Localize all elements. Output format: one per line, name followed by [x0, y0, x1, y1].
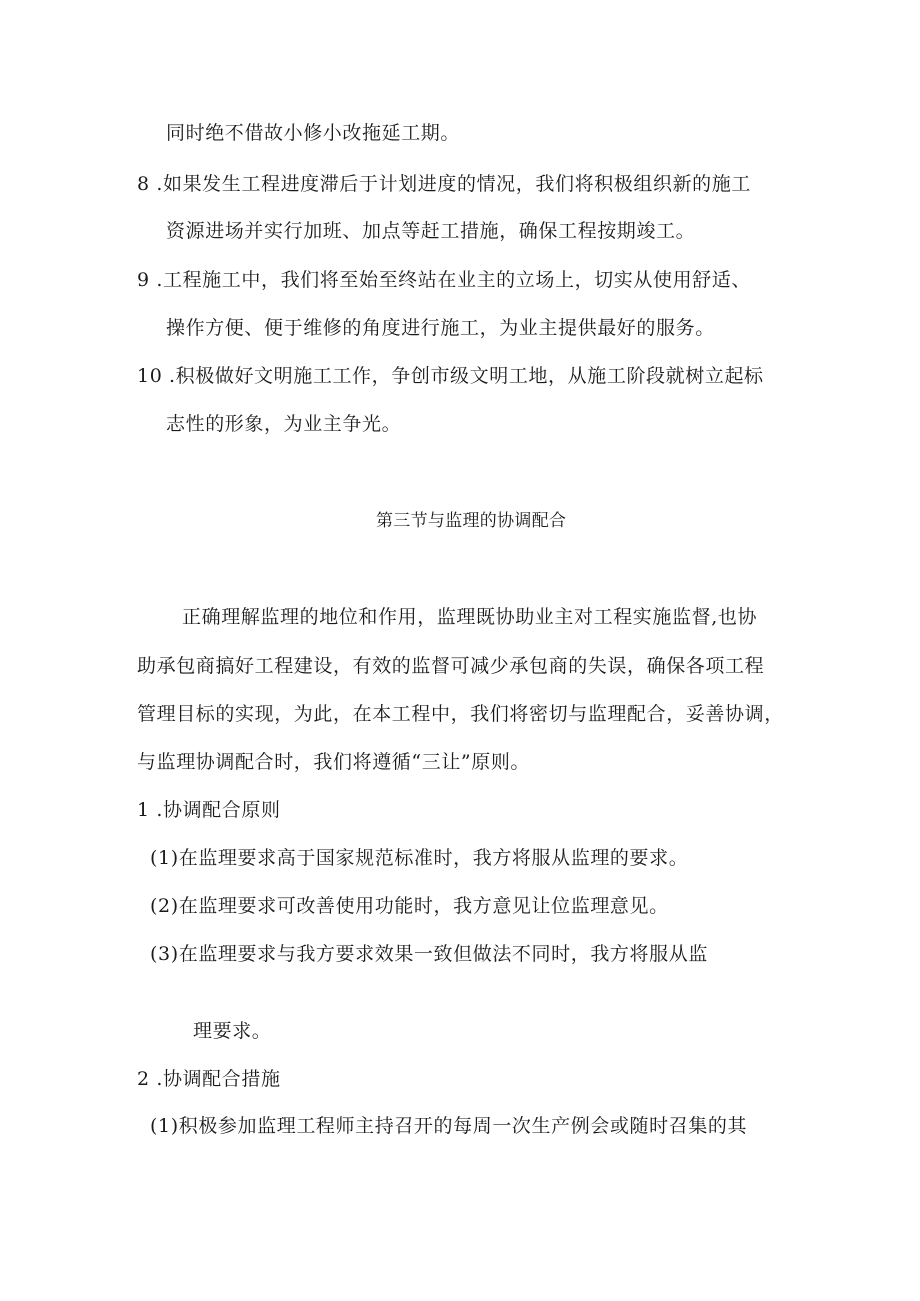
principle-item: (2)在监理要求可改善使用功能时，我方意见让位监理意见。 — [150, 895, 669, 917]
intro-line: 管理目标的实现，为此，在本工程中，我们将密切与监理配合，妥善协调， — [137, 703, 784, 725]
principle-item: (3)在监理要求与我方要求效果一致但做法不同时，我方将服从监 — [150, 943, 708, 965]
measure-item: (1)积极参加监理工程师主持召开的每周一次生产例会或随时召集的其 — [150, 1115, 748, 1137]
principle-item-continued: 理要求。 — [193, 1020, 272, 1042]
measures-heading: 2 .协调配合措施 — [137, 1068, 281, 1090]
intro-line: 正确理解监理的地位和作用，监理既协助业主对工程实施监督,也协 — [182, 606, 758, 628]
principle-item: (1)在监理要求高于国家规范标准时，我方将服从监理的要求。 — [150, 847, 689, 869]
list-item-8: 8 .如果发生工程进度滞后于计划进度的情况，我们将积极组织新的施工 — [137, 173, 751, 195]
list-item-10: 10 .积极做好文明施工工作，争创市级文明工地，从施工阶段就树立起标 — [137, 365, 764, 387]
list-item-8-continued: 资源进场并实行加班、加点等赶工措施，确保工程按期竣工。 — [166, 220, 696, 242]
paragraph-line: 同时绝不借故小修小改拖延工期。 — [166, 122, 461, 144]
list-item-10-continued: 志性的形象，为业主争光。 — [166, 413, 402, 435]
section-title: 第三节与监理的协调配合 — [376, 511, 567, 531]
list-item-9-continued: 操作方便、便于维修的角度进行施工，为业主提供最好的服务。 — [166, 317, 715, 339]
intro-line: 与监理协调配合时，我们将遵循“三让”原则。 — [137, 751, 531, 773]
principles-heading: 1 .协调配合原则 — [137, 799, 281, 821]
list-item-9: 9 .工程施工中，我们将至始至终站在业主的立场上，切实从使用舒适、 — [137, 269, 751, 291]
intro-line: 助承包商搞好工程建设，有效的监督可减少承包商的失误，确保各项工程 — [137, 655, 765, 677]
